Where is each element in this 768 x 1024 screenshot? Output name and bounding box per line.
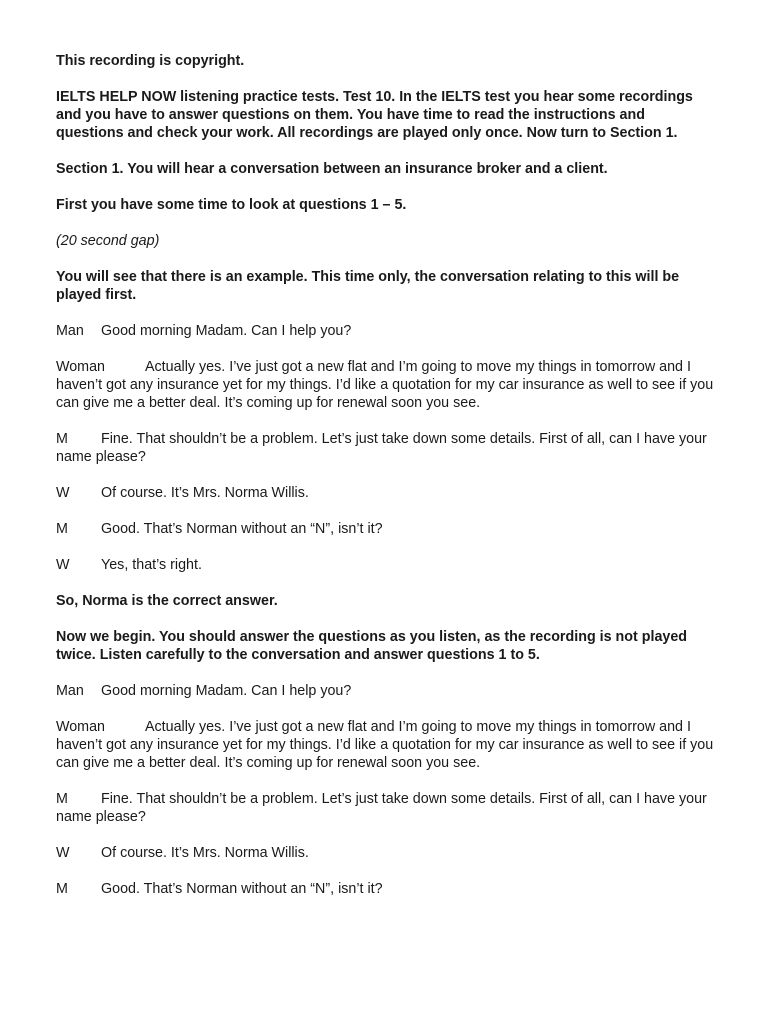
dialogue-line — [56, 682, 716, 700]
dialogue-text: Fine. That shouldn’t be a problem. Let’s just take down some details. First of all, can I have your name please? — [56, 431, 707, 465]
look-instruction: First you have some time to look at questions 1 – 5. — [56, 197, 407, 213]
speaker-label: W — [56, 845, 70, 861]
speaker-label: M — [56, 431, 68, 447]
answer-note: So, Norma is the correct answer. — [56, 593, 278, 609]
speaker-label: W — [56, 557, 70, 573]
example-instruction: You will see that there is an example. This time only, the conversation relating to this will be played first. — [56, 269, 680, 303]
dialogue-text: Fine. That shouldn’t be a problem. Let’s just take down some details. First of all, can I have your name please? — [56, 791, 707, 825]
dialogue-text: Of course. It’s Mrs. Norma Willis. — [101, 485, 309, 501]
transcript-page — [56, 52, 716, 916]
speaker-label: Woman — [56, 359, 105, 375]
dialogue-line — [56, 520, 716, 538]
dialogue-line — [56, 718, 716, 772]
speaker-label: W — [56, 485, 70, 501]
dialogue-line — [56, 358, 716, 412]
gap-note: (20 second gap) — [56, 233, 160, 249]
test-intro: IELTS HELP NOW listening practice tests. Test 10. In the IELTS test you hear some recordings and you have to answer questions on them. You have time to read the instructions and questions and check your work. All recordings are played only once. Now turn to Section 1. — [56, 89, 693, 141]
dialogue-line — [56, 556, 716, 574]
dialogue-text: Good. That’s Norman without an “N”, isn’t it? — [101, 881, 383, 897]
dialogue-line — [56, 484, 716, 502]
section-heading: Section 1. You will hear a conversation between an insurance broker and a client. — [56, 161, 608, 177]
dialogue-line — [56, 844, 716, 862]
copyright-notice: This recording is copyright. — [56, 53, 245, 69]
speaker-label: M — [56, 521, 68, 537]
dialogue-line — [56, 880, 716, 898]
speaker-label: M — [56, 791, 68, 807]
dialogue-text: Actually yes. I’ve just got a new flat and I’m going to move my things in tomorrow and I haven’t got any insurance yet for my things. I’d like a quotation for my car insurance as well to see if you can give me a better deal. It’s coming up for renewal soon you see. — [56, 359, 714, 411]
dialogue-text: Actually yes. I’ve just got a new flat and I’m going to move my things in tomorrow and I haven’t got any insurance yet for my things. I’d like a quotation for my car insurance as well to see if you can give me a better deal. It’s coming up for renewal soon you see. — [56, 719, 714, 771]
dialogue-text: Of course. It’s Mrs. Norma Willis. — [101, 845, 309, 861]
speaker-label: Man — [56, 323, 84, 339]
speaker-label: M — [56, 881, 68, 897]
dialogue-line — [56, 790, 716, 826]
dialogue-text: Yes, that’s right. — [101, 557, 202, 573]
begin-instruction: Now we begin. You should answer the questions as you listen, as the recording is not played twice. Listen carefully to the conversation and answer questions 1 to 5. — [56, 629, 688, 663]
dialogue-text: Good. That’s Norman without an “N”, isn’t it? — [101, 521, 383, 537]
dialogue-line — [56, 322, 716, 340]
dialogue-text: Good morning Madam. Can I help you? — [101, 683, 352, 699]
speaker-label: Woman — [56, 719, 105, 735]
dialogue-line — [56, 430, 716, 466]
dialogue-text: Good morning Madam. Can I help you? — [101, 323, 352, 339]
speaker-label: Man — [56, 683, 84, 699]
